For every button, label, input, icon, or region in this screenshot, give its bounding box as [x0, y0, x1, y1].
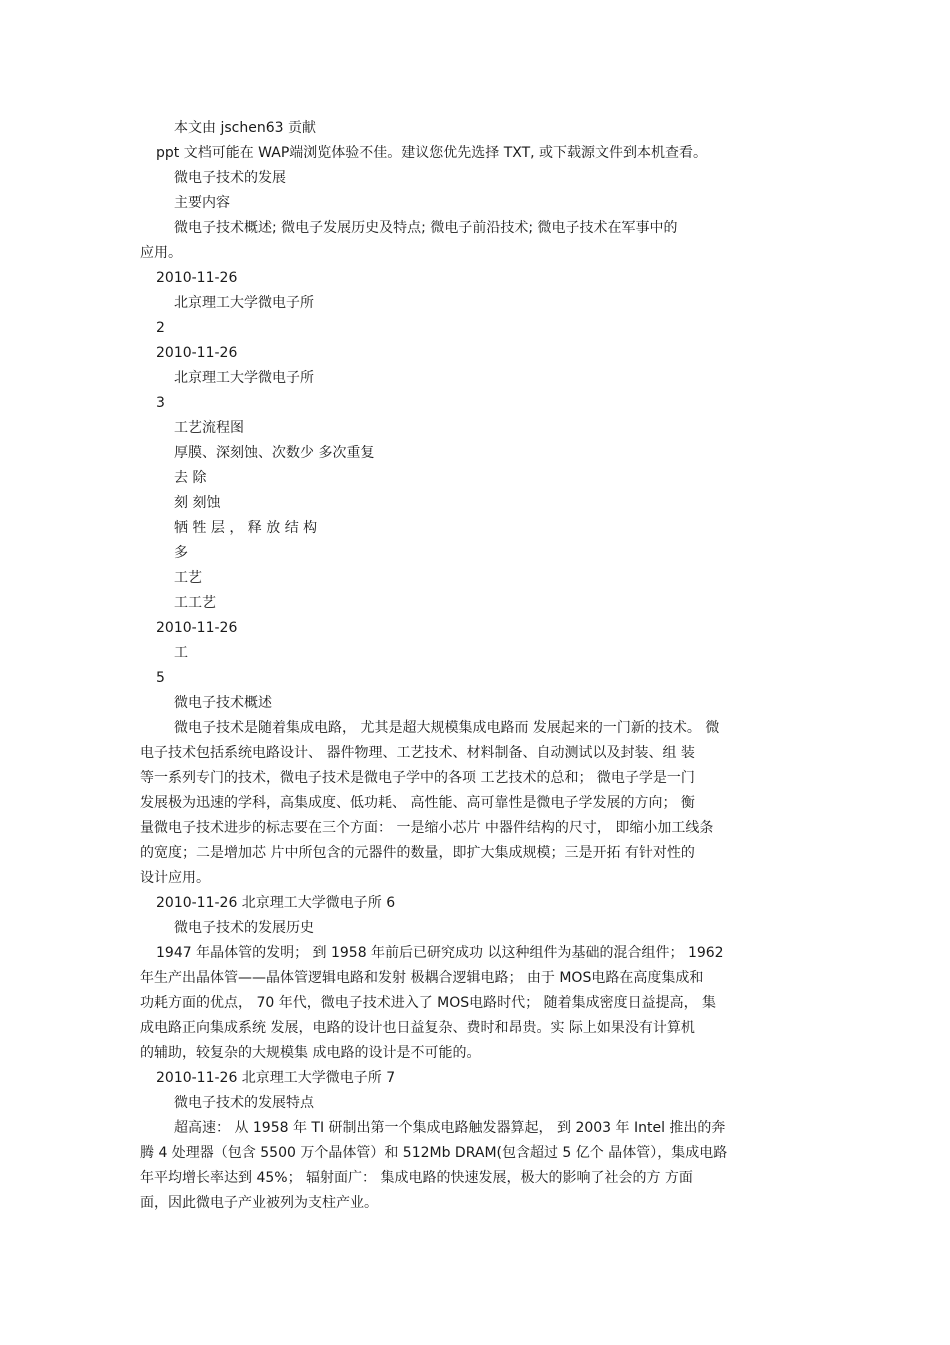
date-line: 2010-11-26: [156, 620, 238, 636]
text-line: 工工艺: [174, 595, 216, 611]
paragraph-line: 成电路正向集成系统 发展，电路的设计也日益复杂、费时和昂贵。实 际上如果没有计算机: [140, 1020, 695, 1036]
paragraph-line: 的辅助，较复杂的大规模集 成电路的设计是不可能的。: [140, 1045, 481, 1061]
document-title: 微电子技术的发展: [174, 170, 286, 186]
text-line: 多: [174, 545, 188, 561]
paragraph-line: 微电子技术是随着集成电路， 尤其是超大规模集成电路而 发展起来的一门新的技术。 微: [174, 720, 720, 736]
paragraph-line: 腾 4 处理器（包含 5500 万个晶体管）和 512Mb DRAM(包含超过 5 亿个 晶体管），集成电路: [140, 1145, 728, 1161]
section-heading: 微电子技术的发展特点: [174, 1095, 314, 1111]
paragraph-line: 发展极为迅速的学科，高集成度、低功耗、 高性能、高可靠性是微电子学发展的方向； 衡: [140, 795, 695, 811]
paragraph-line: 的宽度；二是增加芯 片中所包含的元器件的数量，即扩大集成规模；三是开拓 有针对性的: [140, 845, 695, 861]
paragraph-line: 年平均增长率达到 45%； 辐射面广： 集成电路的快速发展，极大的影响了社会的方 方面: [140, 1170, 693, 1186]
institution-line: 北京理工大学微电子所: [174, 370, 314, 386]
section-heading: 微电子技术概述: [174, 695, 272, 711]
slide-footer: 2010-11-26 北京理工大学微电子所 6: [156, 895, 396, 911]
page-number: 2: [156, 320, 165, 336]
institution-line: 北京理工大学微电子所: [174, 295, 314, 311]
paragraph-line: 等一系列专门的技术，微电子技术是微电子学中的各项 工艺技术的总和； 微电子学是一门: [140, 770, 695, 786]
text-line: 工: [174, 645, 188, 661]
page-number: 3: [156, 395, 165, 411]
page-number: 5: [156, 670, 165, 686]
paragraph-line: 年生产出晶体管——晶体管逻辑电路和发射 极耦合逻辑电路； 由于 MOS电路在高度集成和: [140, 970, 704, 986]
wap-notice-line: ppt 文档可能在 WAP端浏览体验不佳。建议您优先选择 TXT, 或下载源文件到本机查看。: [156, 145, 708, 161]
text-line: 工艺: [174, 570, 202, 586]
section-heading: 工艺流程图: [174, 420, 244, 436]
slide-footer: 2010-11-26 北京理工大学微电子所 7: [156, 1070, 396, 1086]
section-heading: 主要内容: [174, 195, 230, 211]
text-line: 刻 刻蚀: [174, 495, 221, 511]
paragraph-line: 功耗方面的优点， 70 年代，微电子技术进入了 MOS电路时代； 随着集成密度日益提高， 集: [140, 995, 717, 1011]
date-line: 2010-11-26: [156, 345, 238, 361]
text-line: 牺 牲 层 ， 释 放 结 构: [174, 520, 318, 536]
date-line: 2010-11-26: [156, 270, 238, 286]
paragraph-line: 电子技术包括系统电路设计、 器件物理、工艺技术、材料制备、自动测试以及封装、组 装: [140, 745, 695, 761]
text-line: 去 除: [174, 470, 207, 486]
contributor-line: 本文由 jschen63 贡献: [174, 120, 316, 136]
section-heading: 微电子技术的发展历史: [174, 920, 314, 936]
text-line: 应用。: [140, 245, 182, 261]
paragraph-line: 量微电子技术进步的标志要在三个方面： 一是缩小芯片 中器件结构的尺寸， 即缩小加工线条: [140, 820, 714, 836]
paragraph-line: 设计应用。: [140, 870, 210, 886]
paragraph-line: 面，因此微电子产业被列为支柱产业。: [140, 1195, 378, 1211]
paragraph-line: 1947 年晶体管的发明； 到 1958 年前后已研究成功 以这种组件为基础的混合组件； 1962: [156, 945, 724, 961]
paragraph-line: 超高速： 从 1958 年 TI 研制出第一个集成电路触发器算起， 到 2003 年 Intel 推出的奔: [174, 1120, 726, 1136]
text-line: 厚膜、深刻蚀、次数少 多次重复: [174, 445, 375, 461]
text-line: 微电子技术概述; 微电子发展历史及特点; 微电子前沿技术; 微电子技术在军事中的: [174, 220, 678, 236]
